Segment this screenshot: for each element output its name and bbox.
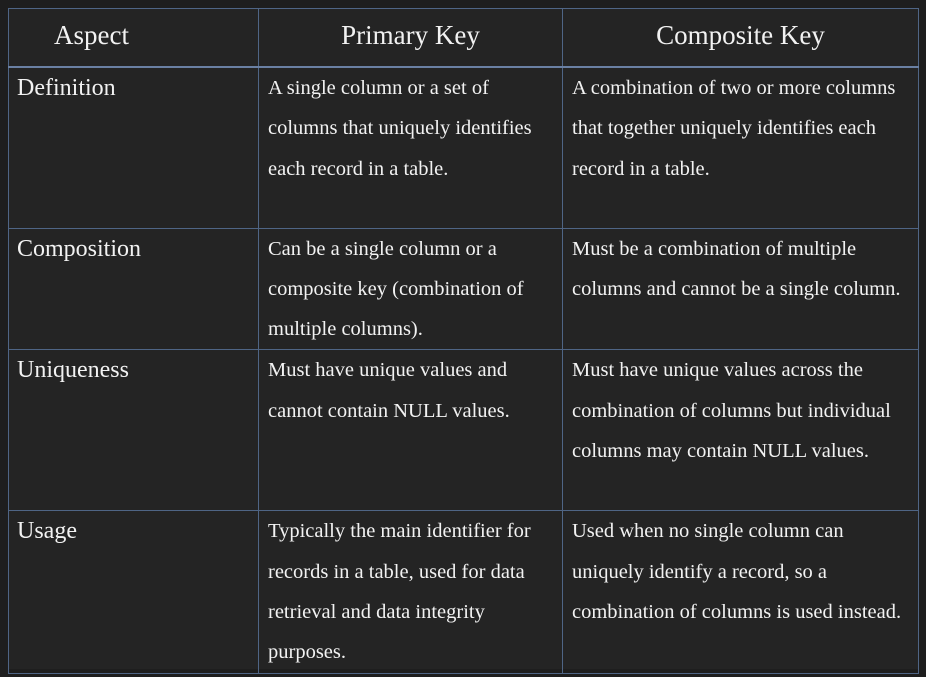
table-body [9, 67, 919, 673]
header-aspect: Aspect [9, 9, 259, 68]
header-row [9, 9, 919, 68]
row-label-definition: Definition [9, 67, 259, 228]
comparison-table [8, 8, 919, 674]
cell-definition-primary-key: A single column or a set of columns that uniquely identifies each record in a table. [259, 67, 563, 228]
cell-composition-composite-key: Must be a combination of multiple columns and cannot be a single column. [563, 228, 919, 350]
header-primary-key: Primary Key [259, 9, 563, 68]
row-label-uniqueness: Uniqueness [9, 350, 259, 511]
table-row-definition [9, 67, 919, 228]
table-row-composition [9, 228, 919, 350]
table-header [9, 9, 919, 68]
cell-uniqueness-primary-key: Must have unique values and cannot contain NULL values. [259, 350, 563, 511]
table-row-usage [9, 511, 919, 673]
table-row-uniqueness [9, 350, 919, 511]
cell-usage-composite-key: Used when no single column can uniquely identify a record, so a combination of columns is used instead. [563, 511, 919, 673]
row-label-composition: Composition [9, 228, 259, 350]
cell-uniqueness-composite-key: Must have unique values across the combination of columns but individual columns may contain NULL values. [563, 350, 919, 511]
header-composite-key: Composite Key [563, 9, 919, 68]
cell-definition-composite-key: A combination of two or more columns that together uniquely identifies each record in a table. [563, 67, 919, 228]
comparison-table-container [8, 8, 918, 669]
cell-composition-primary-key: Can be a single column or a composite key (combination of multiple columns). [259, 228, 563, 350]
cell-usage-primary-key: Typically the main identifier for records in a table, used for data retrieval and data integrity purposes. [259, 511, 563, 673]
row-label-usage: Usage [9, 511, 259, 673]
